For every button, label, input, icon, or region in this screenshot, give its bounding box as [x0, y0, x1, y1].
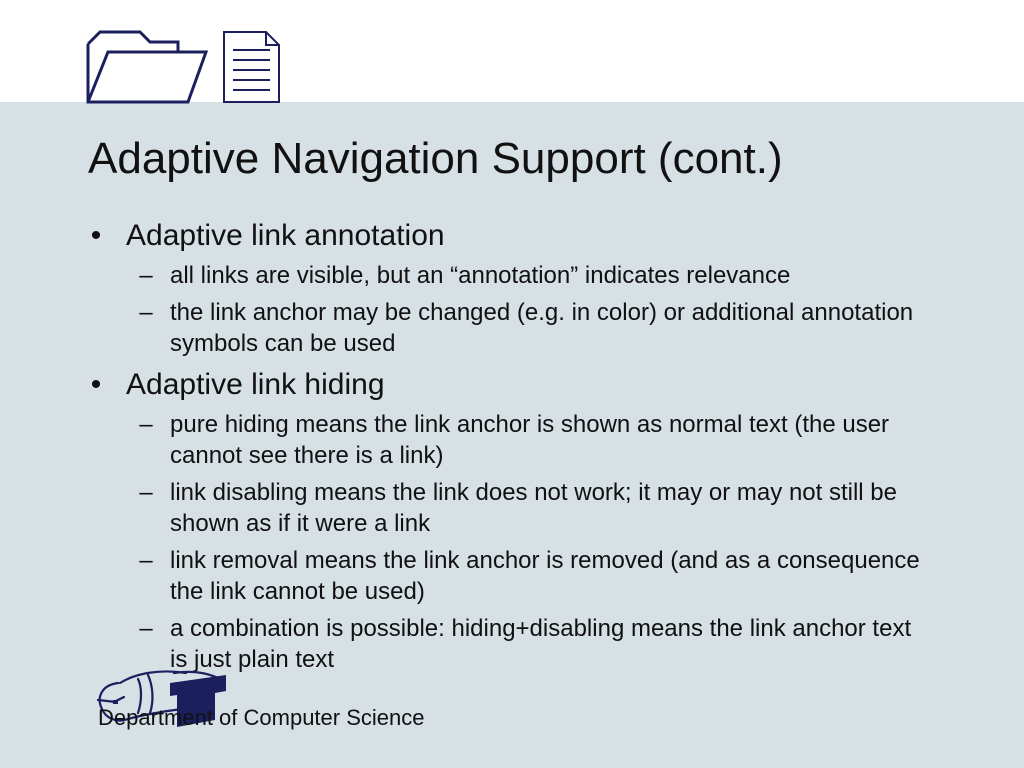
sub-bullet-text: link disabling means the link does not work; it may or may not still be shown as if it were a link — [170, 479, 897, 537]
header-icons — [84, 28, 284, 108]
bullet-marker: • — [90, 368, 102, 401]
bullet-text: Adaptive link hiding — [126, 368, 385, 401]
sub-bullet-item — [138, 613, 930, 675]
dash-marker: – — [139, 615, 153, 642]
sub-bullet-item — [138, 260, 930, 291]
document-icon — [224, 32, 279, 102]
sub-bullet-text: pure hiding means the link anchor is shown as normal text (the user cannot see there is a link) — [170, 411, 890, 469]
sub-bullet-item — [138, 477, 930, 539]
bullet-adaptive-link-annotation — [84, 216, 944, 359]
slide-title: Adaptive Navigation Support (cont.) — [88, 134, 783, 183]
bullet-marker: • — [90, 219, 102, 252]
sub-bullet-text: a combination is possible: hiding+disabling means the link anchor text is just plain text — [170, 615, 912, 673]
bullet-text: Adaptive link annotation — [126, 219, 445, 252]
sub-bullet-text: link removal means the link anchor is removed (and as a consequence the link cannot be used) — [170, 547, 920, 605]
folder-icon — [88, 32, 206, 102]
sub-bullet-text: all links are visible, but an “annotation” indicates relevance — [170, 262, 791, 289]
dash-marker: – — [139, 547, 153, 574]
hiding-sub-list — [138, 409, 944, 675]
main-bullet-list — [84, 216, 944, 681]
sub-bullet-item — [138, 545, 930, 607]
dash-marker: – — [139, 299, 153, 326]
dash-marker: – — [139, 262, 153, 289]
dash-marker: – — [139, 411, 153, 438]
sub-bullet-text: the link anchor may be changed (e.g. in color) or additional annotation symbols can be used — [170, 299, 914, 357]
dash-marker: – — [139, 479, 153, 506]
bullet-adaptive-link-hiding — [84, 365, 944, 675]
department-footer: Department of Computer Science — [98, 705, 425, 730]
sub-bullet-item — [138, 297, 930, 359]
sub-bullet-item — [138, 409, 930, 471]
annotation-sub-list — [138, 260, 944, 359]
